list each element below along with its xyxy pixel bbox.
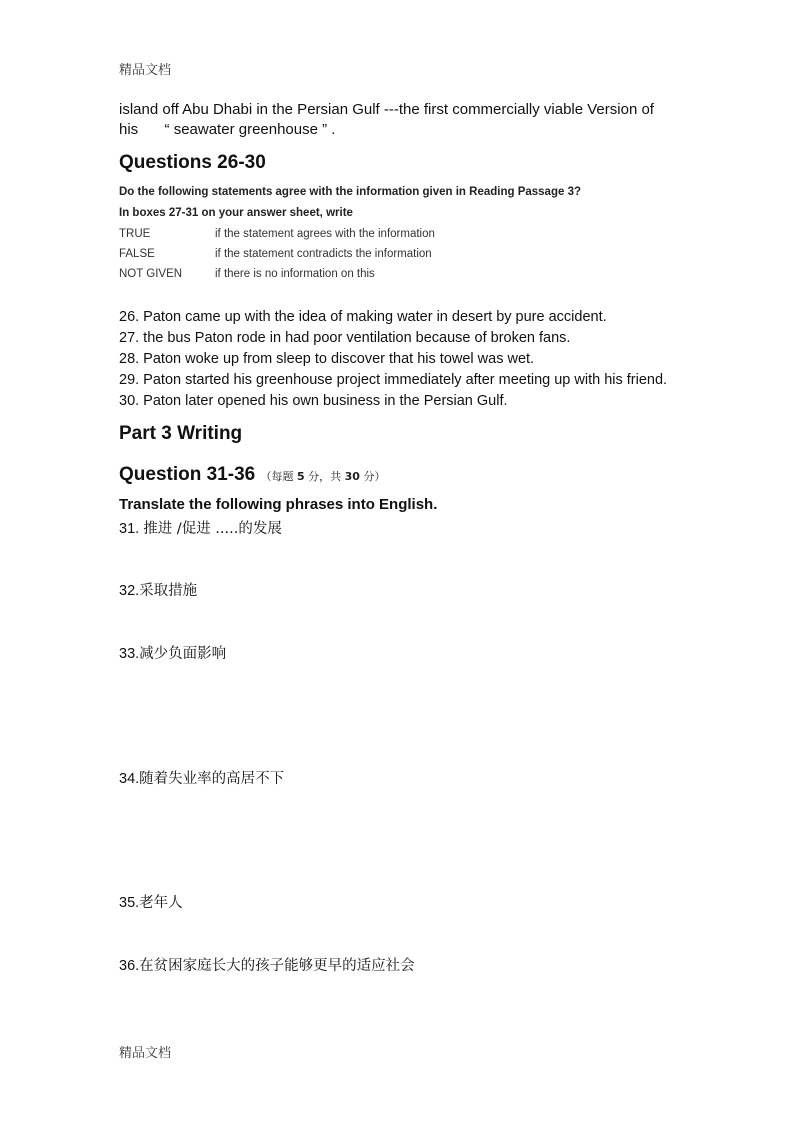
instruction-line-1: Do the following statements agree with the information given in Reading Passage 3?	[119, 186, 581, 198]
question-31-36-title: Question 31-36	[119, 464, 256, 485]
option-desc: if the statement agrees with the information	[215, 228, 435, 240]
passage-line-2-quote: “ seawater greenhouse ”	[164, 121, 328, 138]
translation-item-34	[119, 767, 284, 788]
question-29: 29. Paton started his greenhouse project immediately after meeting up with his friend.	[119, 372, 668, 388]
translation-item-36	[119, 954, 415, 975]
option-true	[119, 228, 435, 240]
option-key: FALSE	[119, 248, 155, 260]
score-note-open: （每题	[260, 470, 294, 483]
part-3-heading: Part 3 Writing	[119, 423, 243, 444]
item-text: 减少负面影响	[139, 646, 227, 662]
item-number: 35.	[119, 895, 140, 911]
option-false	[119, 248, 432, 260]
item-text: 推进 /促进 .....的发展	[143, 521, 282, 537]
footer-watermark: 精品文档	[119, 1046, 172, 1061]
item-text: 随着失业率的高居不下	[139, 771, 285, 787]
item-text: 采取措施	[139, 583, 198, 599]
item-number: 32.	[119, 583, 140, 599]
translation-item-33	[119, 642, 226, 663]
option-desc: if there is no information on this	[215, 268, 375, 280]
translation-item-32	[119, 579, 197, 600]
header-watermark: 精品文档	[119, 63, 172, 78]
score-note-points: 5	[297, 470, 305, 483]
question-30: 30. Paton later opened his own business in the Persian Gulf.	[119, 393, 508, 409]
question-26: 26. Paton came up with the idea of making water in desert by pure accident.	[119, 309, 607, 325]
translation-item-31	[119, 517, 282, 538]
option-not-given	[119, 268, 375, 280]
passage-line-2-prefix: his	[119, 121, 139, 138]
item-number: 34.	[119, 771, 140, 787]
translate-instruction: Translate the following phrases into English.	[119, 496, 438, 513]
question-27: 27. the bus Paton rode in had poor ventilation because of broken fans.	[119, 330, 571, 346]
instruction-line-2: In boxes 27-31 on your answer sheet, write	[119, 207, 353, 219]
option-key: TRUE	[119, 228, 151, 240]
question-28: 28. Paton woke up from sleep to discover that his towel was wet.	[119, 351, 535, 367]
score-note	[261, 470, 386, 483]
item-number: 33.	[119, 646, 140, 662]
question-31-36-heading	[119, 464, 385, 486]
item-text: 老年人	[139, 895, 183, 911]
questions-26-30-heading: Questions 26-30	[119, 152, 266, 173]
passage-line-1: island off Abu Dhabi in the Persian Gulf ---the first commercially viable Version of	[119, 101, 654, 118]
score-note-total: 30	[344, 470, 360, 483]
option-desc: if the statement contradicts the information	[215, 248, 432, 260]
item-text: 在贫困家庭长大的孩子能够更早的适应社会	[139, 958, 415, 974]
score-note-mid: 分，共	[308, 470, 342, 483]
option-key: NOT GIVEN	[119, 268, 183, 280]
score-note-close: 分）	[363, 470, 386, 483]
item-number: 31.	[119, 521, 140, 537]
translation-item-35	[119, 891, 183, 912]
item-number: 36.	[119, 958, 140, 974]
passage-line-2-end: .	[331, 121, 336, 138]
passage-line-2	[119, 121, 335, 138]
